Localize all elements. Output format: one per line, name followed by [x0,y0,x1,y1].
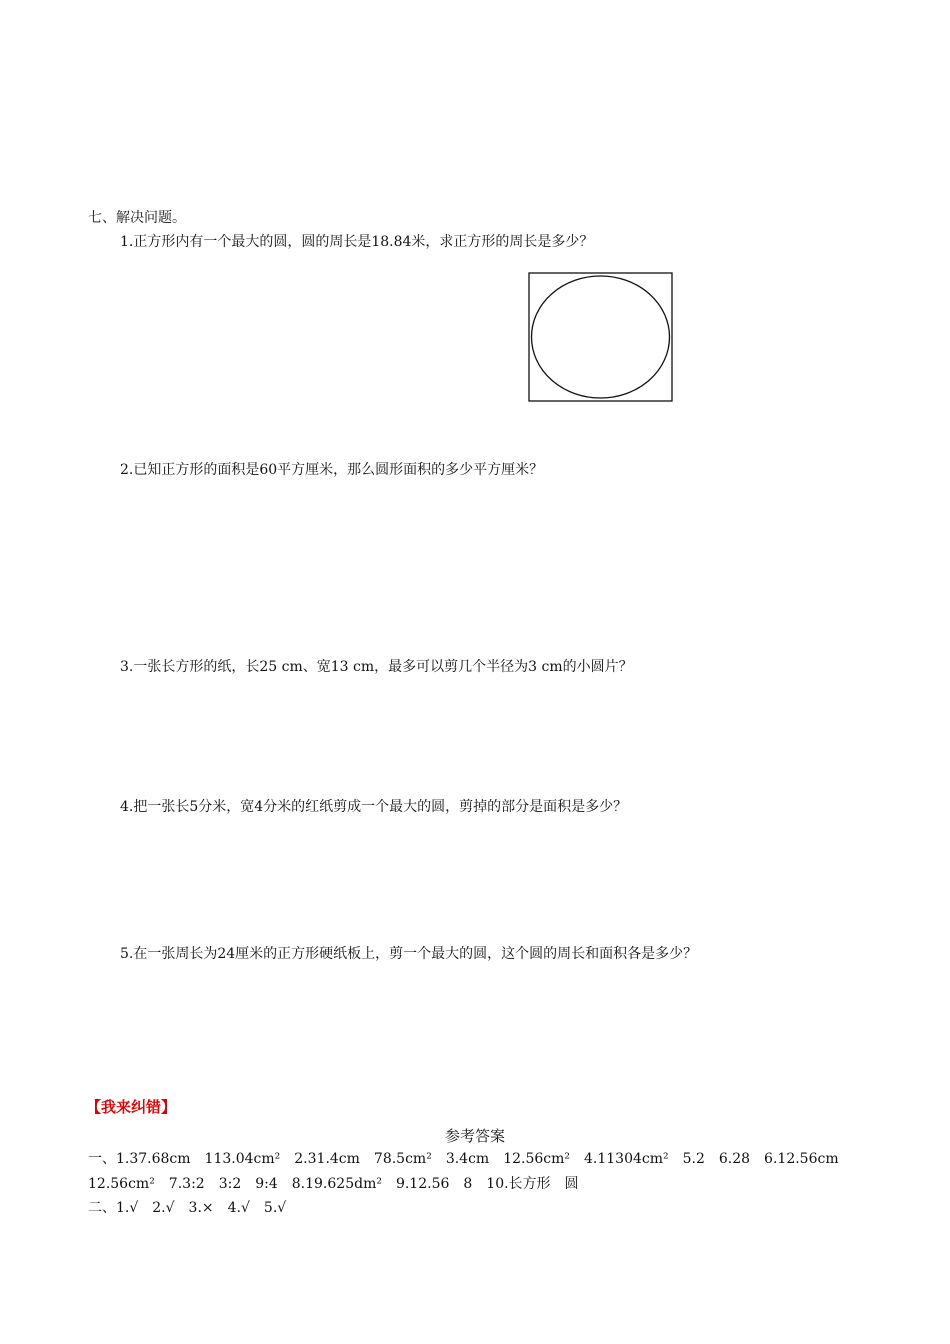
question-5: 5.在一张周长为24厘米的正方形硬纸板上，剪一个最大的圆，这个圆的周长和面积各是多少？ [120,946,698,962]
question-2: 2.已知正方形的面积是60平方厘米，那么圆形面积的多少平方厘米？ [120,462,544,478]
section-title: 七、解决问题。 [88,210,186,226]
answer-line: 一、1.37.68cm 113.04cm² 2.31.4cm 78.5cm² 3.4cm 12.56cm² 4.11304cm² 5.2 6.28 6.12.56cm [88,1151,839,1167]
question-1: 1.正方形内有一个最大的圆，圆的周长是18.84米，求正方形的周长是多少？ [120,234,594,250]
question-3: 3.一张长方形的纸，长25 cm、宽13 cm，最多可以剪几个半径为3 cm的小圆片？ [120,659,633,675]
inscribed-circle [532,276,670,398]
answers-title: 参考答案 [444,1127,505,1145]
square-circle-figure [528,272,673,402]
square-outline [529,273,672,401]
answer-line: 二、1.√ 2.√ 3.× 4.√ 5.√ [88,1200,287,1216]
correction-heading: 【我来纠错】 [86,1098,177,1116]
answer-line: 12.56cm² 7.3:2 3:2 9:4 8.19.625dm² 9.12.56 8 10.长方形 圆 [88,1176,579,1192]
question-4: 4.把一张长5分米，宽4分米的红纸剪成一个最大的圆，剪掉的部分是面积是多少？ [120,799,628,815]
